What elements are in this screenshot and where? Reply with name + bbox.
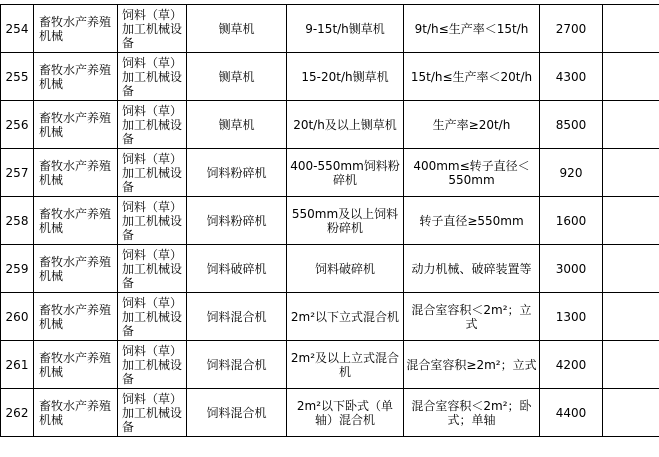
item-cell: 饲料破碎机 xyxy=(187,245,287,293)
table-body xyxy=(1,5,659,437)
note-cell xyxy=(603,245,659,293)
spec-cell: 15-20t/h铡草机 xyxy=(287,53,404,101)
standard-cell: 转子直径≥550mm xyxy=(404,197,540,245)
subsidy-table xyxy=(0,4,659,437)
item-cell: 铡草机 xyxy=(187,101,287,149)
item-cell: 饲料混合机 xyxy=(187,389,287,437)
note-cell xyxy=(603,341,659,389)
table-row xyxy=(1,149,659,197)
row-number: 257 xyxy=(1,149,34,197)
spec-cell: 2m²以下立式混合机 xyxy=(287,293,404,341)
subcategory-cell: 饲料（草）加工机械设备 xyxy=(118,197,187,245)
price-cell: 4200 xyxy=(540,341,603,389)
note-cell xyxy=(603,293,659,341)
category-cell: 畜牧水产养殖机械 xyxy=(34,293,118,341)
table-row xyxy=(1,101,659,149)
row-number: 255 xyxy=(1,53,34,101)
spec-cell: 2m²及以上立式混合机 xyxy=(287,341,404,389)
standard-cell: 动力机械、破碎装置等 xyxy=(404,245,540,293)
subcategory-cell: 饲料（草）加工机械设备 xyxy=(118,341,187,389)
row-number: 254 xyxy=(1,5,34,53)
standard-cell: 混合室容积＜2m²；卧式；单轴 xyxy=(404,389,540,437)
row-number: 261 xyxy=(1,341,34,389)
price-cell: 920 xyxy=(540,149,603,197)
price-cell: 4300 xyxy=(540,53,603,101)
subcategory-cell: 饲料（草）加工机械设备 xyxy=(118,5,187,53)
standard-cell: 9t/h≤生产率＜15t/h xyxy=(404,5,540,53)
table-row xyxy=(1,197,659,245)
item-cell: 饲料混合机 xyxy=(187,293,287,341)
subcategory-cell: 饲料（草）加工机械设备 xyxy=(118,245,187,293)
spec-cell: 9-15t/h铡草机 xyxy=(287,5,404,53)
category-cell: 畜牧水产养殖机械 xyxy=(34,149,118,197)
subcategory-cell: 饲料（草）加工机械设备 xyxy=(118,101,187,149)
table-row xyxy=(1,53,659,101)
price-cell: 3000 xyxy=(540,245,603,293)
category-cell: 畜牧水产养殖机械 xyxy=(34,197,118,245)
table-row xyxy=(1,245,659,293)
table-row xyxy=(1,293,659,341)
category-cell: 畜牧水产养殖机械 xyxy=(34,245,118,293)
row-number: 259 xyxy=(1,245,34,293)
table-row xyxy=(1,389,659,437)
row-number: 260 xyxy=(1,293,34,341)
table-row xyxy=(1,5,659,53)
item-cell: 铡草机 xyxy=(187,5,287,53)
spec-cell: 550mm及以上饲料粉碎机 xyxy=(287,197,404,245)
item-cell: 饲料粉碎机 xyxy=(187,149,287,197)
category-cell: 畜牧水产养殖机械 xyxy=(34,5,118,53)
subcategory-cell: 饲料（草）加工机械设备 xyxy=(118,149,187,197)
category-cell: 畜牧水产养殖机械 xyxy=(34,101,118,149)
item-cell: 铡草机 xyxy=(187,53,287,101)
spec-cell: 2m²以下卧式（单轴）混合机 xyxy=(287,389,404,437)
price-cell: 1600 xyxy=(540,197,603,245)
note-cell xyxy=(603,389,659,437)
table-row xyxy=(1,341,659,389)
standard-cell: 混合室容积≥2m²；立式 xyxy=(404,341,540,389)
row-number: 258 xyxy=(1,197,34,245)
subcategory-cell: 饲料（草）加工机械设备 xyxy=(118,293,187,341)
row-number: 256 xyxy=(1,101,34,149)
subcategory-cell: 饲料（草）加工机械设备 xyxy=(118,53,187,101)
price-cell: 4400 xyxy=(540,389,603,437)
note-cell xyxy=(603,53,659,101)
item-cell: 饲料混合机 xyxy=(187,341,287,389)
price-cell: 2700 xyxy=(540,5,603,53)
item-cell: 饲料粉碎机 xyxy=(187,197,287,245)
standard-cell: 生产率≥20t/h xyxy=(404,101,540,149)
category-cell: 畜牧水产养殖机械 xyxy=(34,389,118,437)
price-cell: 1300 xyxy=(540,293,603,341)
standard-cell: 15t/h≤生产率＜20t/h xyxy=(404,53,540,101)
price-cell: 8500 xyxy=(540,101,603,149)
note-cell xyxy=(603,149,659,197)
spec-cell: 饲料破碎机 xyxy=(287,245,404,293)
subcategory-cell: 饲料（草）加工机械设备 xyxy=(118,389,187,437)
row-number: 262 xyxy=(1,389,34,437)
category-cell: 畜牧水产养殖机械 xyxy=(34,53,118,101)
note-cell xyxy=(603,5,659,53)
spec-cell: 400-550mm饲料粉碎机 xyxy=(287,149,404,197)
standard-cell: 混合室容积＜2m²；立式 xyxy=(404,293,540,341)
spec-cell: 20t/h及以上铡草机 xyxy=(287,101,404,149)
category-cell: 畜牧水产养殖机械 xyxy=(34,341,118,389)
standard-cell: 400mm≤转子直径＜550mm xyxy=(404,149,540,197)
note-cell xyxy=(603,101,659,149)
note-cell xyxy=(603,197,659,245)
